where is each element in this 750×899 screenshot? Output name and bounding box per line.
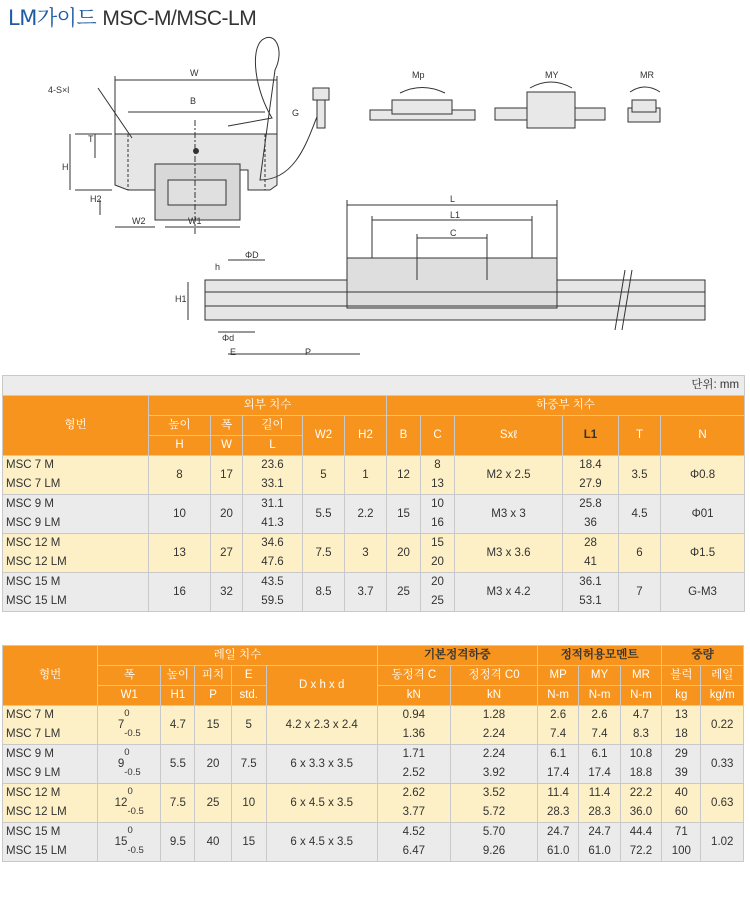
- col-e-a: E: [231, 666, 266, 686]
- load-dimension-header: 하중부 치수: [387, 396, 745, 416]
- dim-H-label: H: [62, 162, 69, 172]
- col-l1: L1: [563, 416, 619, 456]
- cell-n: Φ0.8: [661, 456, 745, 495]
- col-height-b: H: [149, 436, 211, 456]
- table-row: [3, 573, 745, 612]
- cell-h: 10: [149, 495, 211, 534]
- cell-sxl: M3 x 3.6: [455, 534, 563, 573]
- col-e-b: std.: [231, 686, 266, 706]
- cell-l: 31.1 41.3: [243, 495, 303, 534]
- dim-D-label: ΦD: [245, 250, 259, 260]
- table-row: [3, 823, 744, 862]
- cell-c: 20 25: [421, 573, 455, 612]
- cell-dhd: 6 x 3.3 x 3.5: [266, 745, 377, 784]
- table-row: [3, 706, 744, 745]
- col-dhd: D x h x d: [266, 666, 377, 706]
- cell-l: 34.6 47.6: [243, 534, 303, 573]
- cell-mr: 4.7 8.3: [620, 706, 661, 745]
- cell-b: 20: [387, 534, 421, 573]
- col-b: B: [387, 416, 421, 456]
- col-w1-b: W1: [98, 686, 161, 706]
- cell-h2: 3.7: [345, 573, 387, 612]
- col-length-b: L: [243, 436, 303, 456]
- col-my-b: N-m: [579, 686, 620, 706]
- dim-W-label: W: [190, 68, 199, 78]
- cell-sxl: M2 x 2.5: [455, 456, 563, 495]
- cell-block: 71 100: [662, 823, 701, 862]
- moment-my-label: MY: [545, 70, 559, 80]
- model-cell: MSC 7 M MSC 7 LM: [3, 456, 149, 495]
- table-row: [3, 534, 745, 573]
- col-height-a: 높이: [149, 416, 211, 436]
- cell-h2: 1: [345, 456, 387, 495]
- cell-l1: 28 41: [563, 534, 619, 573]
- dim-h-label: h: [215, 262, 221, 272]
- model-cell: MSC 12 M MSC 12 LM: [3, 784, 98, 823]
- dim-W1-label: W1: [188, 216, 202, 226]
- cell-rail: 0.33: [701, 745, 744, 784]
- cell-block: 40 60: [662, 784, 701, 823]
- dim-L1-label: L1: [450, 210, 461, 220]
- model-cell: MSC 9 M MSC 9 LM: [3, 495, 149, 534]
- cell-n: Φ01: [661, 495, 745, 534]
- dim-G-label: G: [292, 108, 300, 118]
- col-c0-a: 정정격 C0: [451, 666, 538, 686]
- model-header: 형번: [3, 646, 98, 706]
- side-view-drawing: [188, 200, 705, 354]
- table-row: [3, 745, 744, 784]
- table-row: [3, 456, 745, 495]
- cell-my: 6.1 17.4: [579, 745, 620, 784]
- cell-h1: 4.7: [161, 706, 195, 745]
- cell-block: 13 18: [662, 706, 701, 745]
- moment-drawings: [370, 82, 660, 128]
- cell-rail: 0.22: [701, 706, 744, 745]
- page-title: [8, 2, 256, 32]
- dim-H2-label: H2: [90, 194, 102, 204]
- col-mp-b: N-m: [537, 686, 578, 706]
- cell-e: 5: [231, 706, 266, 745]
- cell-c: 4.52 6.47: [377, 823, 450, 862]
- cell-c: 8 13: [421, 456, 455, 495]
- rail-dimension-header: 레일 치수: [98, 646, 377, 666]
- cell-t: 7: [619, 573, 661, 612]
- cell-h2: 2.2: [345, 495, 387, 534]
- cell-l1: 18.4 27.9: [563, 456, 619, 495]
- block-dimension-table: [2, 375, 745, 612]
- cell-c0: 5.70 9.26: [451, 823, 538, 862]
- title-model: MSC-M/MSC-LM: [102, 7, 257, 30]
- col-width-b: W: [211, 436, 243, 456]
- col-h1-b: H1: [161, 686, 195, 706]
- col-p-b: P: [195, 686, 231, 706]
- col-width-a: 폭: [211, 416, 243, 436]
- model-cell: MSC 15 M MSC 15 LM: [3, 573, 149, 612]
- title-lm: LM가이드: [8, 6, 97, 30]
- dim-d-label: Φd: [222, 333, 235, 343]
- cell-b: 25: [387, 573, 421, 612]
- cell-w2: 7.5: [303, 534, 345, 573]
- cell-w1: $15^0$ $_{-0.5}$: [98, 823, 161, 862]
- cell-mr: 22.2 36.0: [620, 784, 661, 823]
- cell-w2: 8.5: [303, 573, 345, 612]
- cell-w2: 5.5: [303, 495, 345, 534]
- rail-load-table: [2, 645, 744, 862]
- col-h2: H2: [345, 416, 387, 456]
- cross-section-drawing: [70, 37, 320, 235]
- dim-B-label: B: [190, 96, 197, 106]
- cell-c0: 3.52 5.72: [451, 784, 538, 823]
- cell-dhd: 4.2 x 2.3 x 2.4: [266, 706, 377, 745]
- moment-mp-label: Mp: [412, 70, 425, 80]
- dim-C-label: C: [450, 228, 457, 238]
- cell-c0: 2.24 3.92: [451, 745, 538, 784]
- model-header: 형번: [3, 396, 149, 456]
- cell-c: 1.71 2.52: [377, 745, 450, 784]
- cell-t: 4.5: [619, 495, 661, 534]
- col-c-a: 동정격 C: [377, 666, 450, 686]
- cell-h: 13: [149, 534, 211, 573]
- cell-c: 2.62 3.77: [377, 784, 450, 823]
- cell-w1: $9^0$ $_{-0.5}$: [98, 745, 161, 784]
- col-mp-a: MP: [537, 666, 578, 686]
- cell-n: Φ1.5: [661, 534, 745, 573]
- cell-p: 25: [195, 784, 231, 823]
- cell-mr: 10.8 18.8: [620, 745, 661, 784]
- cell-l: 43.5 59.5: [243, 573, 303, 612]
- cell-h1: 7.5: [161, 784, 195, 823]
- col-c0-b: kN: [451, 686, 538, 706]
- cell-dhd: 6 x 4.5 x 3.5: [266, 784, 377, 823]
- cell-my: 11.4 28.3: [579, 784, 620, 823]
- cell-my: 24.7 61.0: [579, 823, 620, 862]
- cell-c0: 1.28 2.24: [451, 706, 538, 745]
- cell-b: 12: [387, 456, 421, 495]
- cell-h1: 9.5: [161, 823, 195, 862]
- unit-label: 단위: mm: [3, 376, 745, 396]
- dim-P-label: P: [305, 347, 312, 357]
- weight-header: 중량: [662, 646, 744, 666]
- dim-E-label: E: [230, 347, 237, 357]
- cell-block: 29 39: [662, 745, 701, 784]
- cell-w: 32: [211, 573, 243, 612]
- cell-h: 16: [149, 573, 211, 612]
- table-row: [3, 495, 745, 534]
- cell-w1: $12^0$ $_{-0.5}$: [98, 784, 161, 823]
- col-block-b: kg: [662, 686, 701, 706]
- dim-T-label: T: [88, 134, 94, 144]
- cell-dhd: 6 x 4.5 x 3.5: [266, 823, 377, 862]
- cell-c: 0.94 1.36: [377, 706, 450, 745]
- cell-rail: 1.02: [701, 823, 744, 862]
- col-mr-b: N-m: [620, 686, 661, 706]
- col-w1-a: 폭: [98, 666, 161, 686]
- cell-mp: 2.6 7.4: [537, 706, 578, 745]
- cell-h1: 5.5: [161, 745, 195, 784]
- cell-w: 17: [211, 456, 243, 495]
- cell-mp: 24.7 61.0: [537, 823, 578, 862]
- cell-sxl: M3 x 3: [455, 495, 563, 534]
- cell-h2: 3: [345, 534, 387, 573]
- cell-t: 3.5: [619, 456, 661, 495]
- col-mr-a: MR: [620, 666, 661, 686]
- col-n: N: [661, 416, 745, 456]
- cell-p: 20: [195, 745, 231, 784]
- outer-dimension-header: 외부 치수: [149, 396, 387, 416]
- cell-t: 6: [619, 534, 661, 573]
- cell-p: 40: [195, 823, 231, 862]
- col-my-a: MY: [579, 666, 620, 686]
- col-rail-b: kg/m: [701, 686, 744, 706]
- table-row: [3, 784, 744, 823]
- dim-H1-label: H1: [175, 294, 187, 304]
- cell-w2: 5: [303, 456, 345, 495]
- cell-my: 2.6 7.4: [579, 706, 620, 745]
- cell-sxl: M3 x 4.2: [455, 573, 563, 612]
- cell-p: 15: [195, 706, 231, 745]
- col-t: T: [619, 416, 661, 456]
- cell-l1: 25.8 36: [563, 495, 619, 534]
- cell-e: 10: [231, 784, 266, 823]
- technical-drawing: [0, 30, 750, 370]
- cell-b: 15: [387, 495, 421, 534]
- dim-screw-label: 4-S×l: [48, 85, 70, 95]
- cell-c: 15 20: [421, 534, 455, 573]
- cell-w: 27: [211, 534, 243, 573]
- cell-h: 8: [149, 456, 211, 495]
- col-sxl: Sxℓ: [455, 416, 563, 456]
- col-block-a: 블럭: [662, 666, 701, 686]
- dim-L-label: L: [450, 194, 456, 204]
- model-cell: MSC 7 M MSC 7 LM: [3, 706, 98, 745]
- col-c: C: [421, 416, 455, 456]
- cell-mp: 11.4 28.3: [537, 784, 578, 823]
- cell-w: 20: [211, 495, 243, 534]
- col-length-a: 길이: [243, 416, 303, 436]
- cell-e: 7.5: [231, 745, 266, 784]
- static-moment-header: 정적허용모멘트: [537, 646, 661, 666]
- model-cell: MSC 12 M MSC 12 LM: [3, 534, 149, 573]
- col-rail-a: 레일: [701, 666, 744, 686]
- basic-load-header: 기본정격하중: [377, 646, 537, 666]
- model-cell: MSC 15 M MSC 15 LM: [3, 823, 98, 862]
- model-cell: MSC 9 M MSC 9 LM: [3, 745, 98, 784]
- cell-c: 10 16: [421, 495, 455, 534]
- col-c-b: kN: [377, 686, 450, 706]
- dim-W2-label: W2: [132, 216, 146, 226]
- col-w2: W2: [303, 416, 345, 456]
- col-h1-a: 높이: [161, 666, 195, 686]
- cell-l1: 36.1 53.1: [563, 573, 619, 612]
- cell-n: G-M3: [661, 573, 745, 612]
- cell-mr: 44.4 72.2: [620, 823, 661, 862]
- cell-w1: $7^0$ $_{-0.5}$: [98, 706, 161, 745]
- cell-rail: 0.63: [701, 784, 744, 823]
- cell-l: 23.6 33.1: [243, 456, 303, 495]
- col-p-a: 피치: [195, 666, 231, 686]
- moment-mr-label: MR: [640, 70, 654, 80]
- cell-mp: 6.1 17.4: [537, 745, 578, 784]
- cell-e: 15: [231, 823, 266, 862]
